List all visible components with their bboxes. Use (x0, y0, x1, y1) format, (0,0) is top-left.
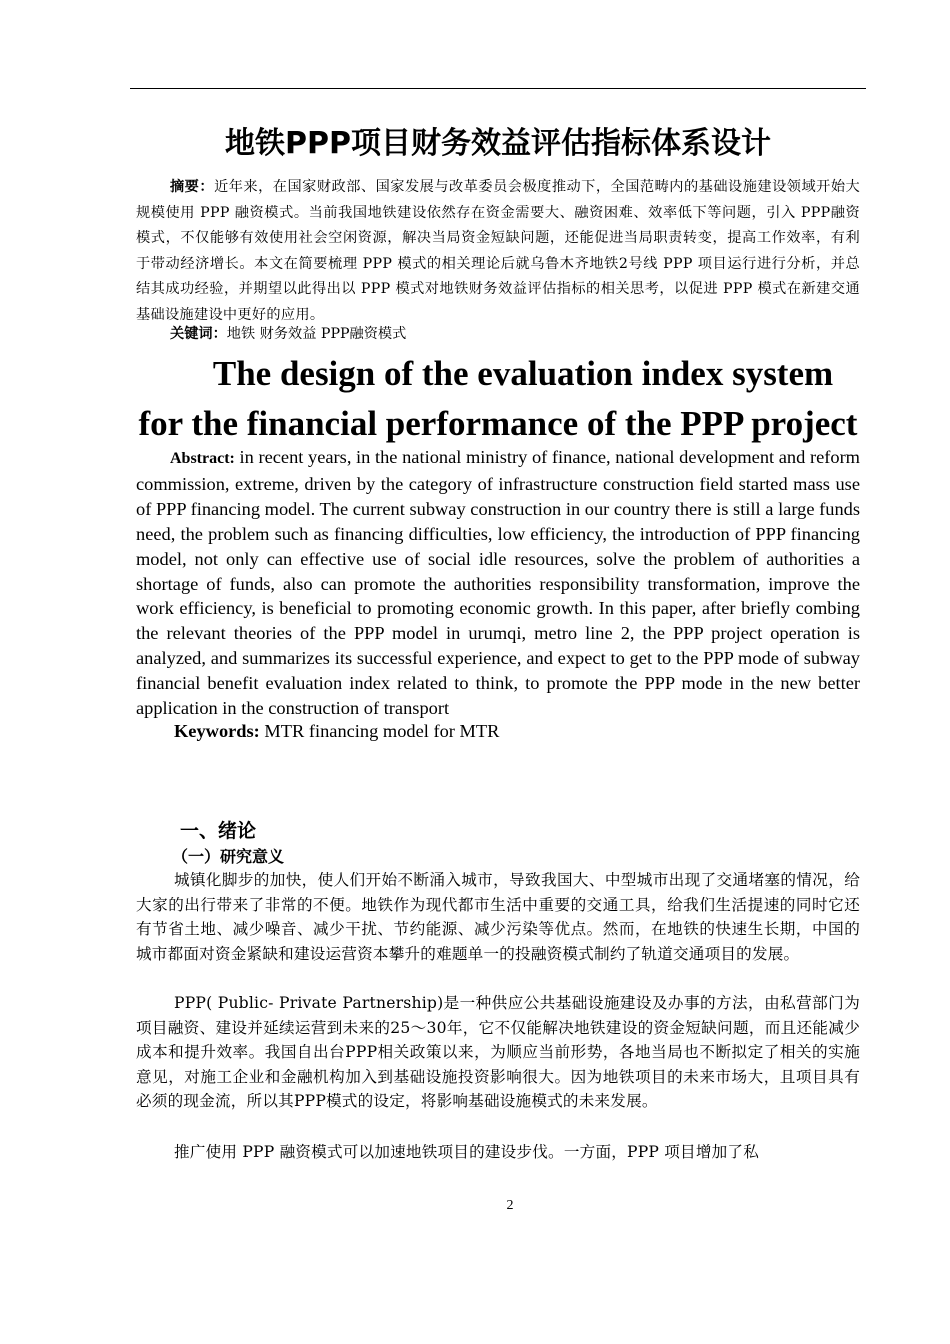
english-title-line1: The design of the evaluation index system (212, 354, 834, 393)
chinese-abstract (136, 175, 860, 328)
body-paragraph-2: PPP( Public- Private Partnership)是一种供应公共基础设施建设及办事的方法，由私营部门为项目融资、建设并延续运营到未来的25～30年，它不仅能解决地铁建设的资金短缺问题，而且还能减少成本和提升效率。我国自出台PPP相关政策以来，为顺应当前形势，各地当局也不断拟定了相关的实施意见，对施工企业和金融机构加入到基础设施投资影响很大。因为地铁项目的未来市场大，且项目具有必须的现金流，所以其PPP模式的设定，将影响基础设施模式的未来发展。 (136, 994, 860, 1111)
chinese-keywords (136, 322, 860, 347)
english-title (136, 349, 860, 449)
page-number: 2 (506, 1198, 514, 1213)
english-abstract-text: in recent years, in the national ministry of finance, national development and reform commission, extreme, driven by the category of infrastructure construction field started mass use of PPP financing model. The current subway construction in our country there is still a large funds need, the problem such as financing difficulties, low efficiency, the introduction of PPP financing model, not only can effective use of social idle resources, solve the problem of authorities a shortage of funds, also can promote the authorities responsibility transformation, improve the work efficiency, is beneficial to promoting economic growth. In this paper, after briefly combing the relevant theories of the PPP model in urumqi, metro line 2, the PPP project operation is analyzed, and summarizes its successful experience, and expect to get to the PPP mode of subway financial benefit evaluation index related to think, to promote the PPP mode in the new better application in the construction of transport (136, 447, 860, 719)
section-subheading: （一）研究意义 (172, 847, 285, 866)
chinese-title: 地铁PPP项目财务效益评估指标体系设计 (225, 126, 771, 161)
header-rule (130, 88, 866, 89)
chinese-keywords-text: 地铁 财务效益 PPP融资模式 (226, 326, 407, 342)
english-abstract-label: Abstract: (170, 450, 235, 467)
section-heading: 一、绪论 (180, 820, 257, 842)
english-keywords-text: MTR financing model for MTR (259, 721, 500, 741)
english-keywords-label: Keywords: (174, 721, 260, 741)
chinese-keywords-label: 关键词： (170, 326, 227, 342)
body-paragraph-3: 推广使用 PPP 融资模式可以加速地铁项目的建设步伐。一方面，PPP 项目增加了私 (174, 1143, 760, 1161)
english-keywords (136, 719, 860, 744)
english-title-line2: for the financial performance of the PPP project (138, 404, 858, 443)
body-paragraph-1: 城镇化脚步的加快，使人们开始不断涌入城市，导致我国大、中型城市出现了交通堵塞的情况，给大家的出行带来了非常的不便。地铁作为现代都市生活中重要的交通工具，给我们生活提速的同时它还有节省土地、减少噪音、减少干扰、节约能源、减少污染等优点。然而，在地铁的快速生长期，中国的城市都面对资金紧缺和建设运营资本攀升的难题单一的投融资模式制约了轨道交通项目的发展。 (136, 871, 860, 963)
chinese-abstract-label: 摘要： (170, 179, 215, 195)
chinese-abstract-text: 近年来，在国家财政部、国家发展与改革委员会极度推动下，全国范畴内的基础设施建设领域开始大规模使用 PPP 融资模式。当前我国地铁建设依然存在资金需要大、融资困难、效率低下等问题，引入 PPP融资模式，不仅能够有效使用社会空闲资源，解决当局资金短缺问题，还能促进当局职责转变，提高工作效率，有利于带动经济增长。本文在简要梳理 PPP 模式的相关理论后就乌鲁木齐地铁2号线 PPP 项目运行进行分析，并总结其成功经验，并期望以此得出以 PPP 模式对地铁财务效益评估指标的相关思考，以促进 PPP 模式在新建交通基础设施建设中更好的应用。 (136, 179, 861, 323)
english-abstract (136, 445, 860, 721)
